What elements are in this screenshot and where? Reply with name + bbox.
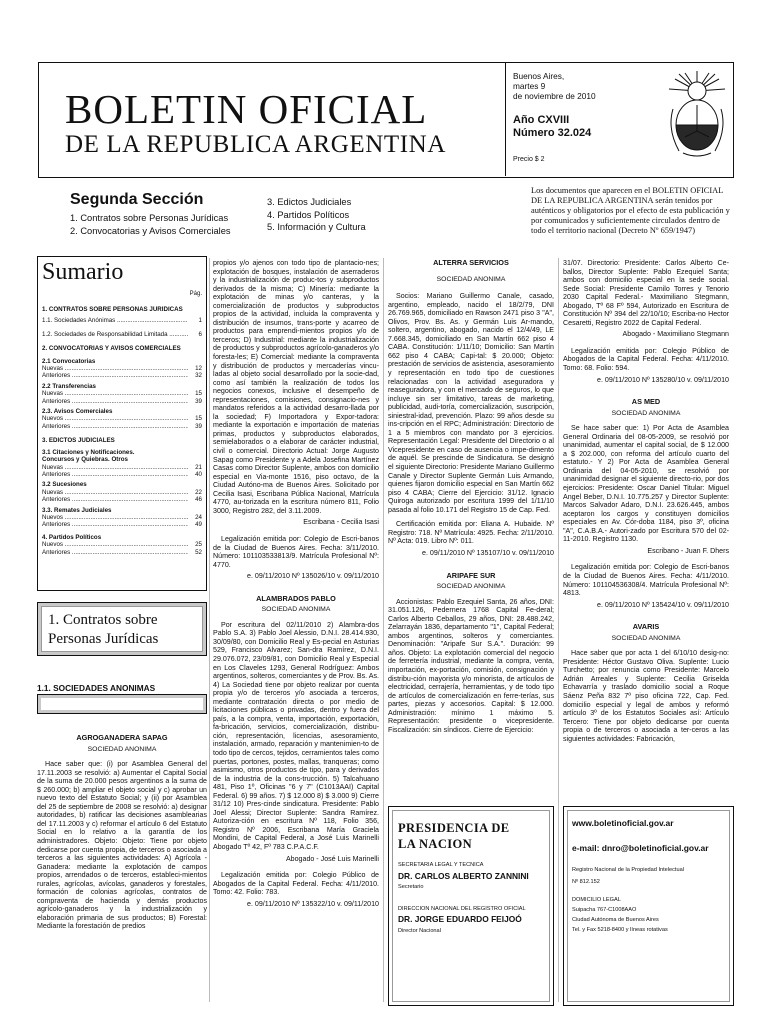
company-name: ARIPAFE SUR: [446, 570, 496, 580]
toc-entry[interactable]: Anteriores ..... 39: [42, 398, 202, 405]
date-block: [513, 71, 596, 101]
toc-subsection[interactable]: 3.3. Remates Judiciales: [42, 506, 112, 514]
company-name: ALAMBRADOS PABLO: [256, 593, 336, 603]
masthead: [38, 62, 734, 178]
website-link[interactable]: www.boletinoficial.gov.ar: [572, 818, 674, 828]
toc-entry[interactable]: Nuevas ..... 21: [42, 464, 202, 471]
company-type: SOCIEDAD ANONIMA: [87, 745, 157, 753]
masthead-subtitle: DE LA REPUBLICA ARGENTINA: [65, 131, 446, 158]
toc-entry[interactable]: 1.1. Sociedades Anónimas ..... 1: [42, 317, 202, 324]
section-items-left: [70, 212, 231, 237]
notice-body: Hace saber que: (i) por Asamblea General del 17.11.2003 se resolvió: a) Aumentar el Capital Social de la suma de 20.000 pesos argentinos a la suma de $ 260.000; b) ampliar el objeto social y c) aprobar un nuevo texto del Estatuto Social; y (ii) por Asamblea del 25 de septiembre de 2008 se resolvió: a) designar autoridades, b) ratificar las decisiones asamblearias del 17.11.2003 y c) reformar el artículo 6 del Estatuto Social en lo relativo a la garantía de los administradores. Objeto: Objeto: Tiene por objeto dedicarse por cuenta propia, de terceros o asociada a terceros a las siguientes actividades: A) Agrícola - Ganadera: mediante la explotación de campos propios, arrendados o de terceros, estableci-mientos rurales, agrícolas, avícolas, ganaderos y forestales, formación de colonias agrícolas, contratos de compraventa de hacienda y demás productos agrícolo-ganaderos y la industrialización y elaboración primaria de sus productos; B) Forestal: Mediante la forestación de predios: [37, 760, 207, 931]
notice-body: Legalización emitida por: Colegio Público de Abogados de la Capital Federal. Fecha: 4/11/2010. Tomo: 68. Folio: 594.: [563, 346, 729, 373]
date-line: Buenos Aires,: [513, 71, 565, 81]
toc-section[interactable]: 4. Partidos Políticos: [42, 533, 102, 541]
company-type: SOCIEDAD ANONIMA: [611, 409, 681, 417]
column-1: [37, 728, 207, 934]
sumario-list: [42, 303, 202, 556]
notice-body: Legalización emitida por: Colegio Público de Abogados de la Capital Federal. Fecha: 4/11/2010. Tomo: 42. Folio: 783.: [213, 871, 379, 897]
company-type: SOCIEDAD ANONIMA: [261, 606, 331, 614]
sumario-page-header: Pág.: [189, 291, 202, 297]
issue-number: Número 32.024: [513, 127, 592, 139]
signature: Escribano - Juan F. Dhers: [647, 546, 729, 555]
sumario-title: Sumario: [42, 259, 124, 285]
section1-title: 1. Contratos sobre Personas Jurídicas: [48, 612, 159, 647]
section-title: Segunda Sección: [70, 191, 204, 208]
notice-body: Accionistas: Pablo Ezequiel Santa, 26 años, DNI: 31.051.126, Pedernera 1768 Capital Fe-deral; Carlos Alberto Ceballos, 29 años, DNI: 28.488.242, Zelarrayán 1836, departamento "1", Capital Federal; ambos argentinos, solteros y comerciantes. Denominación: "Aripafe Sur S.A.". Duración: 99 años. Objeto: La explotación comercial del negocio de ferretería industrial, mediante la compra, venta, importación, ex-portación, comisión, consignación y distribu-ción mayorista y/o minorista, de artículos de electricidad, cerrajería, herramientas, y de todo tipo de artículos de comercialización en ferre-terías, sus partes, piezas y accesorios. Capital: $ 12.000. Administración: mínimo 1 máximo 5. Representación: presidente o vicepresidente. Fiscalización: sin síndicos. Cierre de Ejercicio:: [388, 597, 554, 734]
toc-entry[interactable]: Nuevas ..... 15: [42, 390, 202, 397]
toc-entry[interactable]: Anteriores ..... 39: [42, 423, 202, 430]
toc-entry[interactable]: Nuevos ..... 25: [42, 541, 202, 548]
toc-subsection[interactable]: 2.2 Transferencias: [42, 382, 97, 390]
notice-body: Legalización emitida por: Colegio de Escri-banos de la Ciudad de Buenos Aires. Fecha: 3/11/2010. Número: 101103533813/9. Matrícula Profesional Nº: 4770.: [213, 534, 379, 569]
notice-body: Socios: Mariano Guillermo Canale, casado, argentino, empleado, nacido el 18/2/79, DNI 26.769.965, domiciliado en Rawson 2471 piso 3 "A", Olivos, Prov. Bs. As. y Germán Luis Ar-mando, soltero, argentino, abogado, nacido el 12/4/49, LE 7.668.345, domiciliado en San Martín 662 piso 4 CABA. Constitución: 1/11/10; Domicilio: San Martín 662 piso 4 CABA; Capi-tal: $ 20.000; Objeto: prestación de servicios de asistencia, asesoramiento y representación en todo tipo de cuestiones relacionadas con la actividad aseguradora y reaseguradora, y con el mercado de seguros, lo que incluye sin ser limitativo, tareas de marketing, publicidad, audi-toría, comercialización, suscripción, siniestral-idad, prevención. Plazo: 99 años desde su ins-cripción en el RPC; Administración: Directorio de 1 a 5 miembros con mandato por 3 ejercicios. Representación Legal: Presidente del Directorio o al Vicepresidente en caso de ausencia o impe-dimento de aquél. Se prescinde de Sindicatura. Se designó el siguiente Directorio: Presidente Mariano Guillermo Canale y Director Suplente Germán Luis Armando, quienes fijaron domicilio especial en San Martín 662 piso 4 CABA; Cierre del Ejercicio: 31/12. Ignacio Quiroga autorizado por escritura 1999 del 1/11/10 pasada al folio 10.171 del Registro 15 de Cap. Fed.: [388, 292, 554, 514]
toc-entry[interactable]: Anteriores ..... 40: [42, 471, 202, 478]
toc-subsection[interactable]: 2.1 Convocatorias: [42, 357, 96, 365]
toc-entry[interactable]: Anteriores ..... 52: [42, 549, 202, 556]
signature: Abogado - Maximiliano Stegmann: [622, 330, 729, 339]
section-item: 3. Edictos Judiciales: [267, 197, 352, 207]
notice-body: 31/07. Directorio: Presidente: Carlos Alberto Ce-ballos, Director Suplente: Pablo Ezequiel Santa; ambos con domicilio especial en la sede social. Sede Social: Presidente Camilo Torres y Tenorio 2030 Capital Federal.- Maximiliano Stegmann, Abogado, Tº 68 Fº 594, Autorizado en Escritura de Constitución Nº 394 del 22/10/10; Escriba-no Hector Cesaretti, Registro 2022 de Capital Federal.: [563, 259, 729, 327]
company-name: AVARIS: [632, 622, 660, 632]
domicile-label: DOMICILIO LEGAL: [572, 897, 621, 903]
signature: Escribana - Cecilia Isasi: [303, 518, 379, 527]
section-item: 1. Contratos sobre Personas Jurídicas: [70, 213, 229, 223]
coat-of-arms-icon: [663, 69, 731, 161]
direccion-name: DR. JORGE EDUARDO FEIJOÓ: [398, 914, 522, 924]
presidencia-title: PRESIDENCIA DE LA NACION: [398, 821, 510, 851]
toc-entry[interactable]: Nuevas ..... 12: [42, 365, 202, 372]
toc-entry[interactable]: Nuevos ..... 24: [42, 514, 202, 521]
masthead-divider: [505, 63, 506, 176]
section1-heading: [37, 602, 207, 656]
masthead-title: BOLETIN OFICIAL: [65, 86, 428, 132]
contact-box: [563, 806, 734, 1006]
toc-entry[interactable]: 1.2. Sociedades de Responsabilidad Limitada ..... 6: [42, 331, 202, 338]
company-type: SOCIEDAD ANONIMA: [611, 634, 681, 642]
section-item: 4. Partidos Políticos: [267, 209, 350, 220]
publication-ref: e. 09/11/2010 Nº 135107/10 v. 09/11/2010: [422, 548, 554, 557]
notice-body: Certificación emitida por: Eliana A. Hubaide. Nº Registro: 718. Nº Matrícula: 4925. Fecha: 2/11/2010. Nº Acta: 019. Libro Nº: 011.: [388, 520, 554, 546]
notice-body: propios y/o ajenos con todo tipo de plantacio-nes; explotación de bosques, instalación de aserraderos y la industrialización de produc-tos y subproductos derivados de la misma; C) Minería: mediante la explotación de minas y/o canteras, y la comercialización de productos y subproductos propios de la actividad, incluida la compraventa y distribución de insumos, trans-porte y acarreo de productos para emprendi-mientos propios y/o de terceros; D) Industrial: mediante la industrialización de productos y subproductos agrícolo-ganaderos y/o foresta-les; E) Comercial: mediante la compraventa y distribución de productos y mercaderías vincu-ladas al objeto social desarrollado por la socie-dad, como así también la realización de todos los negocios conexos, inclusive el desempeño de representaciones, comisiones, consignacio-nes y mandatos referidos a la actividad desarro-llada por la sociedad; F) Importadora y Expor-tadora: mediante la exportación e importación de materias primas, productos y subproductos elaborados, semielaborados o a elaborar de carácter industrial, civil o comercial. Directorio Actual: Jorge Augusto Sapag como Presidente y a Adela Josefina Martínez Casas como Director Suplente, ambos con domicilio especial en Via-monte 1516, piso octavo, de la Ciudad Autóno-ma de Buenos Aires. Solicitado por Cecilia Isasi, Escribana Pública Nacional, Matrícula 4770, au-torizada en la escritura número 811, Folio 3000, Registro 282, del 3.11.2009.: [213, 259, 379, 515]
date-line: martes 9: [513, 81, 546, 91]
company-name: AGROGANADERA SAPAG: [76, 733, 168, 742]
toc-entry[interactable]: Anteriores ..... 49: [42, 521, 202, 528]
toc-entry[interactable]: Anteriores ..... 46: [42, 496, 202, 503]
registry-number: Nº 812.152: [572, 879, 600, 885]
company-name: AS MED: [631, 397, 661, 407]
notice-body: Legalización emitida por: Colegio de Escri-banos de la Ciudad de Buenos Aires. Fecha: 4/11/2010. Número: 101104536308/4. Matrícula Profesional Nº: 4813.: [563, 563, 729, 598]
column-2: [213, 259, 379, 908]
secretaria-role: Secretario: [398, 884, 424, 890]
company-type: SOCIEDAD ANONIMA: [436, 275, 506, 283]
company-type: SOCIEDAD ANONIMA: [436, 583, 506, 591]
issue-price: Precio $ 2: [513, 156, 545, 163]
section-item: 2. Convocatorias y Avisos Comerciales: [70, 225, 231, 236]
notice-body: Se hace saber que: 1) Por Acta de Asamblea General Ordinaria del 08-05-2009, se resolvió por unanimidad, aumentar el capital social, de $ 12.000 a $ 202.000, con reforma del artículo cuarto del estatuto.- Y 2) Por Acta de Asamblea General Ordinaria del 04-05-2010, se resolvió por unanimidad designar el siguiente directo-rio, por dos ejercicios: Presidente: Oscar Daniel Titular: Miguel Angel Beber, D.N.I. 10.775.257 y Director Suplente: Marcos Salvador Adaro, D.N.I. 23.626.445, ambos aceptaron los cargos y constituyen domicilios especiales en Av. Cór-doba 1184, piso 3º, oficina "A", C.A.B.A.- Autori-zado por Escritura 570 del 02-11-2010. Registro 1130.: [563, 424, 729, 544]
email-link[interactable]: e-mail: dnro@boletinoficial.gov.ar: [572, 843, 709, 853]
publication-ref: e. 09/11/2010 Nº 135026/10 v. 09/11/2010: [247, 572, 379, 581]
publication-ref: e. 09/11/2010 Nº 135424/10 v. 09/11/2010: [597, 600, 729, 609]
notice-body: Hace saber que por acta 1 del 6/10/10 desig-no: Presidente: Héctor Gustavo Oliva. Suplente: Lucio Turchetto; por renuncia como Presidente: Marcelo Adrián Arreales y Suplente: Cecilia Griselda Echavarría y traslado domicilio social a Roque Sáenz Peña 832 7º piso oficina 722, Cap. Fed. domicilio especial y legal de ambos y reformó artículo 3º de los Estatutos Sociales así: Artículo Tercero: Tiene por objeto dedicarse por cuenta propia o de terceros o asociada a ter-ceros a las siguientes actividades: Fabricación,: [563, 649, 729, 743]
toc-subsection[interactable]: 2.3. Avisos Comerciales: [42, 408, 113, 416]
legal-notice: Los documentos que aparecen en el BOLETIN OFICIAL DE LA REPUBLICA ARGENTINA serán tenidos por auténticos y obligatorios por el efecto de esta publicación y por comunicados y suficientemente circulados dentro de todo el territorio nacional (Decreto Nº 659/1947): [531, 186, 730, 235]
toc-section[interactable]: 3. EDICTOS JUDICIALES: [42, 437, 115, 445]
notice-body: Por escritura del 02/11/2010 2) Alambra-dos Pablo S.A. 3) Pablo Joel Alessio, D.N.I. 28.414.930, 30/09/80, con Domicilio Real y Es-pecial en Asturias 529, Francisco Alvarez; San-dra Ramírez, D.N.I. 29.076.072, 23/09/81, con Domicilio Real y Especial en Los Claveles 1293, General Rodríguez: Ambos argentinos, solteros, comerciantes y de Prov. Bs. As. 4) La Sociedad tiene por objeto realizar por cuenta propia y/o de terceros y/o asociada a terceros, mediante contratación directa o por medio de licitaciones públicas o privadas, dentro y fuera del país, a la compra, venta, importación, exportación, fa-bricación, servicios, comercialización, distribu-ción, representación, licencias, asesoramiento, instalación, armado, reparación y mantenimien-to de todo tipo de cercos, tejidos, cerramientos tales como puertas, portones, postes, mallas, tranqueras; como asimismo, otros productos de tipo, para y derivados de la industria de la cons-trucción. 5) Talcahuano 481, Piso 1º, Oficinas "6 y 7" (C1013AAI) Capital Federal. 6) 99 años. 7) $ 12.000 8) $ 3.000 9) Cierre 31/12 10) Pres-cinde sindicatura. Presidente: Pablo Joel Alessi; Director Suplente: Sandra Ramírez. Autoriza-ción en escritura Nº 118, Folio 356, Registro Nº 2006, Escribana María Graciela Mondini, de Capital Federal, a José Luis Marinelli Abogado Tº 42, Fº 783 C.P.A.C.F.: [213, 620, 379, 851]
subhead-bar: [37, 694, 207, 714]
secretaria-label: SECRETARIA LEGAL Y TECNICA: [398, 862, 484, 868]
presidencia-box: [388, 806, 554, 1006]
date-line: de noviembre de 2010: [513, 91, 596, 101]
toc-section[interactable]: 1. CONTRATOS SOBRE PERSONAS JURIDICAS: [42, 306, 183, 313]
toc-subsection[interactable]: 3.1 Citaciones y Notificaciones. Concursos y Quiebras. Otros: [42, 448, 135, 464]
toc-section[interactable]: 2. CONVOCATORIAS Y AVISOS COMERCIALES: [42, 345, 181, 353]
section-item: 5. Información y Cultura: [267, 222, 366, 232]
company-name: ALTERRA SERVICIOS: [433, 258, 509, 267]
sumario-box: [37, 256, 207, 591]
direccion-label: DIRECCION NACIONAL DEL REGISTRO OFICIAL: [398, 906, 526, 912]
domicile-address: Suipacha 767-C1008AAO: [572, 907, 637, 913]
registry-label: Registro Nacional de la Propiedad Intelectual: [572, 867, 684, 873]
column-divider: [383, 258, 384, 1002]
signature: Abogado - José Luis Marinelli: [285, 854, 379, 863]
publication-ref: e. 09/11/2010 Nº 135322/10 v. 09/11/2010: [247, 899, 379, 908]
column-3: [388, 259, 554, 737]
section-items-right: [267, 196, 366, 234]
direccion-role: Director Nacional: [398, 928, 441, 934]
secretaria-name: DR. CARLOS ALBERTO ZANNINI: [398, 871, 529, 881]
publication-ref: e. 09/11/2010 Nº 135280/10 v. 09/11/2010: [597, 375, 729, 384]
toc-subsection[interactable]: 3.2 Sucesiones: [42, 481, 87, 489]
toc-entry[interactable]: Nuevas ..... 22: [42, 489, 202, 496]
column-4: [563, 259, 729, 746]
column-divider: [558, 258, 559, 1002]
domicile-phone: Tel. y Fax 5218-8400 y líneas rotativas: [572, 927, 668, 933]
column-divider: [209, 258, 210, 1002]
issue-year: Año CXVIII: [513, 114, 570, 126]
domicile-city: Ciudad Autónoma de Buenos Aires: [572, 917, 659, 923]
toc-entry[interactable]: Nuevos ..... 15: [42, 415, 202, 422]
section1-subhead: 1.1. SOCIEDADES ANONIMAS: [37, 683, 156, 693]
toc-entry[interactable]: Anteriores ..... 32: [42, 372, 202, 379]
